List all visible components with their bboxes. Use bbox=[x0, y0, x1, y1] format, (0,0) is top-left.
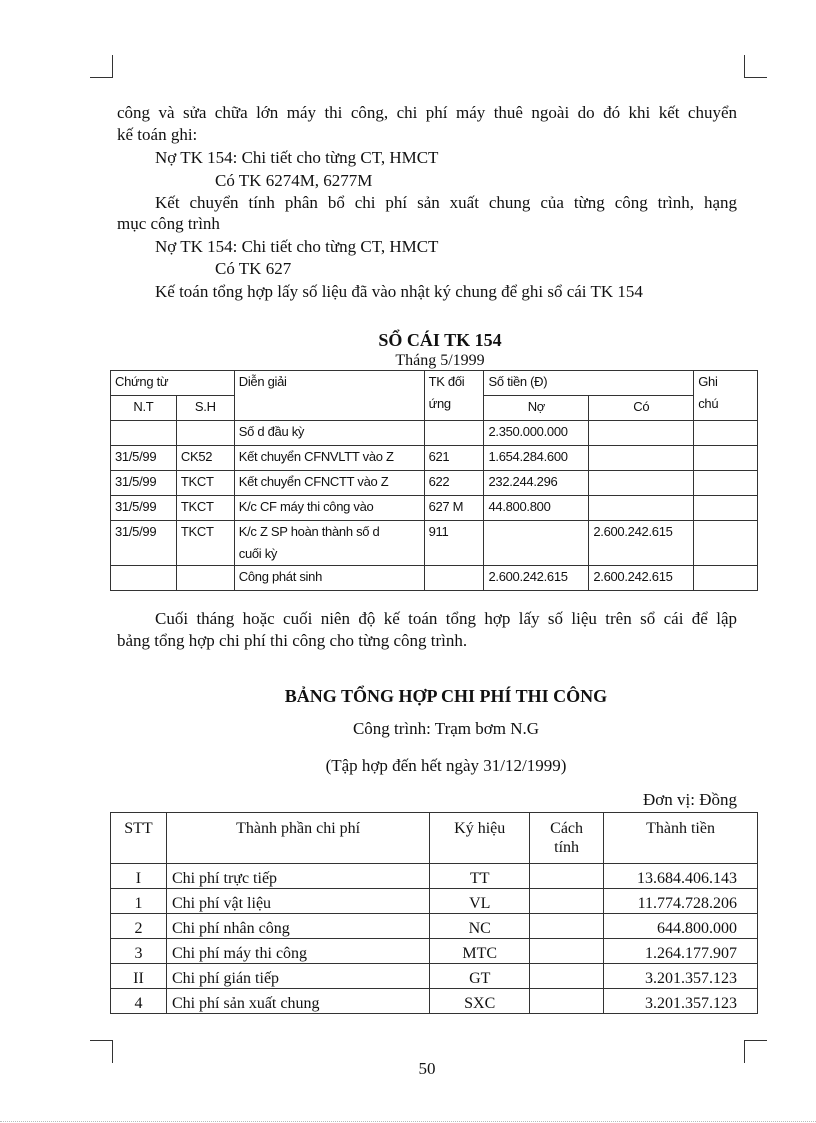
summary-row bbox=[111, 914, 758, 939]
page-bottom-dotted-line bbox=[0, 1121, 816, 1122]
ledger-header-description: Diễn giải bbox=[234, 371, 424, 421]
ledger-cell-credit: 2.600.242.615 bbox=[589, 566, 694, 591]
paragraph-2-line-1: Kết chuyển tính phân bổ chi phí sản xuất chung của từng công trình, hạng bbox=[155, 193, 737, 212]
page-number: 50 bbox=[418, 1059, 436, 1078]
entry-2-debit: Nợ TK 154: Chi tiết cho từng CT, HMCT bbox=[155, 237, 439, 256]
ledger-cell-description: Công phát sinh bbox=[234, 566, 424, 591]
summary-row bbox=[111, 889, 758, 914]
summary-header-stt: STT bbox=[111, 813, 167, 864]
ledger-header-amount: Số tiền (Đ) bbox=[484, 371, 694, 396]
summary-cell-amount: 1.264.177.907 bbox=[604, 939, 758, 964]
paragraph-4-line-1: Cuối tháng hoặc cuối niên độ kế toán tổng hợp lấy số liệu trên sổ cái để lập bbox=[155, 609, 737, 628]
ledger-header-contra-line1: TK đối bbox=[428, 374, 465, 389]
summary-project: Công trình: Trạm bơm N.G bbox=[352, 719, 540, 738]
ledger-cell-credit: 2.600.242.615 bbox=[589, 521, 694, 566]
summary-cell-component: Chi phí gián tiếp bbox=[166, 964, 429, 989]
summary-cell-symbol: TT bbox=[430, 864, 530, 889]
summary-cell-stt: 4 bbox=[111, 989, 167, 1014]
ledger-cell-debit: 2.350.000.000 bbox=[484, 421, 589, 446]
ledger-row bbox=[111, 521, 758, 566]
ledger-header-credit: Có bbox=[589, 396, 694, 421]
ledger-cell-number: CK52 bbox=[176, 446, 234, 471]
paragraph-4-line-2: bảng tổng hợp chi phí thi công cho từng công trình. bbox=[117, 631, 468, 650]
ledger-cell-description: Số d đầu kỳ bbox=[234, 421, 424, 446]
ledger-cell-description: Kết chuyển CFNCTT vào Z bbox=[234, 471, 424, 496]
ledger-cell-date: 31/5/99 bbox=[111, 496, 177, 521]
ledger-cell-date: 31/5/99 bbox=[111, 446, 177, 471]
summary-header-row bbox=[111, 813, 758, 864]
ledger-cell-debit: 232.244.296 bbox=[484, 471, 589, 496]
summary-row bbox=[111, 939, 758, 964]
summary-row bbox=[111, 989, 758, 1014]
ledger-cell-note bbox=[694, 566, 758, 591]
ledger-header-date: N.T bbox=[111, 396, 177, 421]
summary-cell-stt: 1 bbox=[111, 889, 167, 914]
entry-1-credit: Có TK 6274M, 6277M bbox=[215, 171, 373, 190]
summary-cell-method bbox=[530, 989, 604, 1014]
ledger-cell-number bbox=[176, 566, 234, 591]
ledger-cell-contra bbox=[424, 421, 484, 446]
summary-cell-component: Chi phí máy thi công bbox=[166, 939, 429, 964]
ledger-header-debit: Nợ bbox=[484, 396, 589, 421]
ledger-cell-date bbox=[111, 566, 177, 591]
ledger-cell-date: 31/5/99 bbox=[111, 521, 177, 566]
ledger-row bbox=[111, 421, 758, 446]
ledger-cell-contra: 627 M bbox=[424, 496, 484, 521]
ledger-cell-date bbox=[111, 421, 177, 446]
ledger-cell-debit bbox=[484, 521, 589, 566]
ledger-row bbox=[111, 496, 758, 521]
summary-cell-component: Chi phí vật liệu bbox=[166, 889, 429, 914]
ledger-cell-number: TKCT bbox=[176, 496, 234, 521]
ledger-cell-contra: 622 bbox=[424, 471, 484, 496]
ledger-header-contra-line2: ứng bbox=[428, 396, 451, 411]
ledger-cell-number: TKCT bbox=[176, 471, 234, 496]
summary-header-symbol: Ký hiệu bbox=[430, 813, 530, 864]
summary-header-method bbox=[530, 813, 604, 864]
ledger-header-row-1 bbox=[111, 371, 758, 396]
ledger-cell-description-line1: K/c Z SP hoàn thành số d bbox=[238, 524, 380, 539]
summary-cell-symbol: NC bbox=[430, 914, 530, 939]
ledger-cell-contra: 911 bbox=[424, 521, 484, 566]
ledger-header-number: S.H bbox=[176, 396, 234, 421]
crop-mark-bottom-right bbox=[744, 1040, 767, 1063]
ledger-subtitle: Tháng 5/1999 bbox=[395, 352, 485, 369]
summary-cell-amount: 11.774.728.206 bbox=[604, 889, 758, 914]
ledger-cell-credit bbox=[589, 496, 694, 521]
ledger-cell-credit bbox=[589, 471, 694, 496]
crop-mark-top-left bbox=[90, 55, 113, 78]
ledger-cell-note bbox=[694, 471, 758, 496]
ledger-cell-note bbox=[694, 446, 758, 471]
summary-cell-component: Chi phí sản xuất chung bbox=[166, 989, 429, 1014]
ledger-cell-description-line2: cuối kỳ bbox=[238, 546, 278, 561]
entry-1-debit: Nợ TK 154: Chi tiết cho từng CT, HMCT bbox=[155, 148, 439, 167]
paragraph-1-line-1: công và sửa chữa lớn máy thi công, chi phí máy thuê ngoài do đó khi kết chuyển bbox=[117, 103, 737, 122]
ledger-cell-number bbox=[176, 421, 234, 446]
summary-cell-stt: 2 bbox=[111, 914, 167, 939]
ledger-cell-debit: 1.654.284.600 bbox=[484, 446, 589, 471]
ledger-header-contra bbox=[424, 371, 484, 421]
summary-cell-amount: 13.684.406.143 bbox=[604, 864, 758, 889]
summary-period: (Tập hợp đến hết ngày 31/12/1999) bbox=[325, 756, 567, 775]
ledger-header-note-line2: chú bbox=[698, 396, 719, 411]
ledger-cell-note bbox=[694, 421, 758, 446]
paragraph-2-line-2: mục công trình bbox=[117, 214, 220, 233]
summary-cell-amount: 3.201.357.123 bbox=[604, 964, 758, 989]
summary-header-method-line2: tính bbox=[554, 839, 580, 856]
summary-row bbox=[111, 864, 758, 889]
summary-cell-stt: II bbox=[111, 964, 167, 989]
summary-cell-component: Chi phí trực tiếp bbox=[166, 864, 429, 889]
summary-cell-symbol: SXC bbox=[430, 989, 530, 1014]
summary-cell-component: Chi phí nhân công bbox=[166, 914, 429, 939]
summary-row bbox=[111, 964, 758, 989]
ledger-total-row bbox=[111, 566, 758, 591]
summary-cell-symbol: GT bbox=[430, 964, 530, 989]
summary-header-amount: Thành tiền bbox=[604, 813, 758, 864]
ledger-header-note bbox=[694, 371, 758, 421]
summary-header-component: Thành phần chi phí bbox=[166, 813, 429, 864]
summary-cell-symbol: VL bbox=[430, 889, 530, 914]
ledger-cell-debit: 44.800.800 bbox=[484, 496, 589, 521]
entry-2-credit: Có TK 627 bbox=[215, 259, 292, 278]
ledger-cell-date: 31/5/99 bbox=[111, 471, 177, 496]
summary-cell-stt: I bbox=[111, 864, 167, 889]
summary-cell-stt: 3 bbox=[111, 939, 167, 964]
ledger-cell-description: K/c CF máy thi công vào bbox=[234, 496, 424, 521]
ledger-row bbox=[111, 471, 758, 496]
ledger-title: SỔ CÁI TK 154 bbox=[378, 330, 502, 350]
ledger-cell-note bbox=[694, 496, 758, 521]
ledger-header-note-line1: Ghi bbox=[698, 374, 718, 389]
ledger-cell-debit: 2.600.242.615 bbox=[484, 566, 589, 591]
ledger-cell-note bbox=[694, 521, 758, 566]
ledger-cell-description bbox=[234, 521, 424, 566]
summary-cell-method bbox=[530, 914, 604, 939]
ledger-table bbox=[110, 370, 758, 591]
ledger-cell-contra bbox=[424, 566, 484, 591]
ledger-row bbox=[111, 446, 758, 471]
summary-cell-method bbox=[530, 964, 604, 989]
ledger-header-voucher: Chứng từ bbox=[111, 371, 235, 396]
summary-cell-amount: 3.201.357.123 bbox=[604, 989, 758, 1014]
summary-cell-symbol: MTC bbox=[430, 939, 530, 964]
paragraph-3: Kế toán tổng hợp lấy số liệu đã vào nhật ký chung để ghi sổ cái TK 154 bbox=[155, 282, 643, 301]
ledger-cell-description: Kết chuyển CFNVLTT vào Z bbox=[234, 446, 424, 471]
summary-cell-method bbox=[530, 864, 604, 889]
summary-table bbox=[110, 812, 758, 1014]
paragraph-1-line-2: kế toán ghi: bbox=[117, 125, 198, 144]
summary-cell-method bbox=[530, 939, 604, 964]
ledger-cell-credit bbox=[589, 421, 694, 446]
ledger-cell-number: TKCT bbox=[176, 521, 234, 566]
ledger-cell-contra: 621 bbox=[424, 446, 484, 471]
summary-unit: Đơn vị: Đồng bbox=[643, 790, 737, 809]
summary-cell-method bbox=[530, 889, 604, 914]
ledger-cell-credit bbox=[589, 446, 694, 471]
summary-header-method-line1: Cách bbox=[550, 820, 584, 837]
summary-cell-amount: 644.800.000 bbox=[604, 914, 758, 939]
summary-title: BẢNG TỔNG HỢP CHI PHÍ THI CÔNG bbox=[284, 686, 608, 706]
crop-mark-top-right bbox=[744, 55, 767, 78]
